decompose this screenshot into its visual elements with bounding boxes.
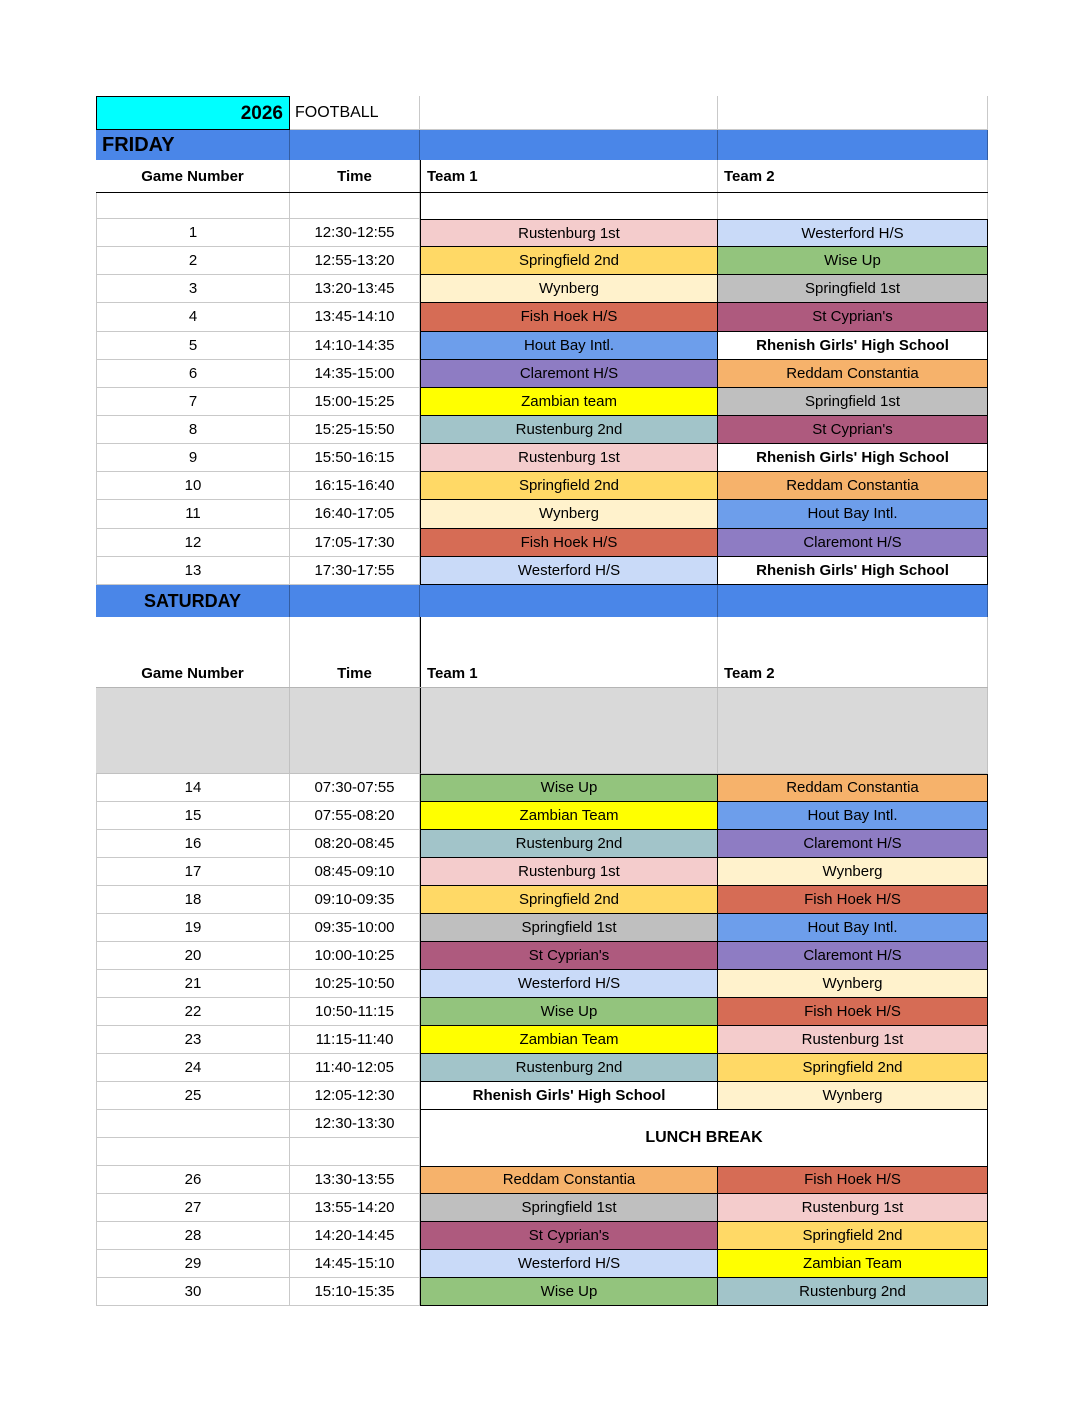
team1-cell: St Cyprian's	[420, 1222, 718, 1250]
game-number-cell: 29	[96, 1250, 290, 1278]
team1-cell: Fish Hoek H/S	[420, 303, 718, 331]
game-number-cell: 5	[96, 332, 290, 360]
team2-cell: Rustenburg 1st	[718, 1026, 988, 1054]
team1-cell: Zambian Team	[420, 1026, 718, 1054]
game-row	[96, 1054, 988, 1082]
game-number-cell: 22	[96, 998, 290, 1026]
title-row	[96, 96, 988, 130]
game-number-cell: 27	[96, 1194, 290, 1222]
game-number-cell: 7	[96, 388, 290, 416]
team1-cell: Springfield 1st	[420, 914, 718, 942]
empty-cell	[96, 1138, 290, 1166]
empty-cell	[96, 193, 290, 219]
team2-cell: Hout Bay Intl.	[718, 914, 988, 942]
empty-cell	[420, 130, 718, 160]
team1-cell: Claremont H/S	[420, 360, 718, 388]
schedule-sheet	[96, 96, 988, 1306]
game-row	[96, 275, 988, 303]
game-row	[96, 886, 988, 914]
time-cell: 17:05-17:30	[290, 529, 420, 557]
column-header-team1: Team 1	[420, 617, 718, 687]
game-row	[96, 416, 988, 444]
team1-cell: Zambian Team	[420, 802, 718, 830]
column-header-game-number: Game Number	[96, 160, 290, 192]
empty-cell	[290, 130, 420, 160]
team1-cell: Fish Hoek H/S	[420, 529, 718, 557]
time-cell: 17:30-17:55	[290, 557, 420, 585]
year-cell: 2026	[96, 96, 290, 130]
team1-cell: Rustenburg 2nd	[420, 416, 718, 444]
gray-spacer-row	[96, 688, 988, 774]
sport-cell: FOOTBALL	[290, 96, 420, 130]
game-number-cell: 11	[96, 500, 290, 528]
empty-cell	[420, 193, 718, 219]
game-row	[96, 500, 988, 528]
saturday-games-after-lunch	[96, 1166, 988, 1306]
saturday-header-row	[96, 617, 988, 688]
column-header-team2: Team 2	[718, 160, 988, 192]
team1-cell: Wynberg	[420, 500, 718, 528]
empty-cell	[290, 688, 420, 774]
team1-cell: Wynberg	[420, 275, 718, 303]
time-cell: 14:20-14:45	[290, 1222, 420, 1250]
empty-cell	[290, 193, 420, 219]
team1-cell: Rhenish Girls' High School	[420, 1082, 718, 1110]
column-header-time: Time	[290, 160, 420, 192]
game-row	[96, 247, 988, 275]
game-row	[96, 472, 988, 500]
empty-cell	[290, 585, 420, 617]
game-row	[96, 444, 988, 472]
time-cell: 14:10-14:35	[290, 332, 420, 360]
team2-cell: Rhenish Girls' High School	[718, 557, 988, 585]
time-cell: 14:35-15:00	[290, 360, 420, 388]
game-number-cell: 21	[96, 970, 290, 998]
game-row	[96, 942, 988, 970]
team2-cell: Fish Hoek H/S	[718, 1166, 988, 1194]
team1-cell: Wise Up	[420, 774, 718, 802]
time-cell: 08:20-08:45	[290, 830, 420, 858]
game-row	[96, 1250, 988, 1278]
game-number-cell: 24	[96, 1054, 290, 1082]
game-number-cell: 9	[96, 444, 290, 472]
game-number-cell: 26	[96, 1166, 290, 1194]
team2-cell: Reddam Constantia	[718, 774, 988, 802]
game-row	[96, 303, 988, 331]
team1-cell: Westerford H/S	[420, 970, 718, 998]
empty-cell	[96, 688, 290, 774]
empty-cell	[718, 96, 988, 130]
game-number-cell: 13	[96, 557, 290, 585]
game-number-cell: 30	[96, 1278, 290, 1306]
game-number-cell: 23	[96, 1026, 290, 1054]
time-cell: 07:55-08:20	[290, 802, 420, 830]
game-number-cell: 8	[96, 416, 290, 444]
team2-cell: Hout Bay Intl.	[718, 802, 988, 830]
game-row	[96, 557, 988, 585]
team2-cell: Springfield 1st	[718, 275, 988, 303]
game-number-cell: 2	[96, 247, 290, 275]
team1-cell: St Cyprian's	[420, 942, 718, 970]
game-row	[96, 219, 988, 247]
saturday-games-before-lunch	[96, 774, 988, 1110]
game-number-cell: 25	[96, 1082, 290, 1110]
time-cell: 09:35-10:00	[290, 914, 420, 942]
time-cell: 15:50-16:15	[290, 444, 420, 472]
lunch-time-column	[290, 1110, 420, 1166]
team1-cell: Wise Up	[420, 1278, 718, 1306]
time-cell: 13:30-13:55	[290, 1166, 420, 1194]
saturday-band	[96, 585, 988, 617]
game-row	[96, 970, 988, 998]
team1-cell: Reddam Constantia	[420, 1166, 718, 1194]
game-number-cell: 10	[96, 472, 290, 500]
team1-cell: Rustenburg 2nd	[420, 830, 718, 858]
column-header-team1: Team 1	[420, 160, 718, 192]
empty-cell	[420, 96, 718, 130]
team2-cell: Claremont H/S	[718, 529, 988, 557]
game-number-cell: 1	[96, 219, 290, 247]
time-cell: 11:15-11:40	[290, 1026, 420, 1054]
team2-cell: Hout Bay Intl.	[718, 500, 988, 528]
game-row	[96, 332, 988, 360]
empty-cell	[420, 585, 718, 617]
game-row	[96, 388, 988, 416]
game-number-cell: 4	[96, 303, 290, 331]
team2-cell: Fish Hoek H/S	[718, 998, 988, 1026]
game-number-cell: 12	[96, 529, 290, 557]
team1-cell: Westerford H/S	[420, 557, 718, 585]
game-row	[96, 858, 988, 886]
team2-cell: Claremont H/S	[718, 942, 988, 970]
lunch-game-number-column	[96, 1110, 290, 1166]
time-cell: 15:00-15:25	[290, 388, 420, 416]
team2-cell: Reddam Constantia	[718, 360, 988, 388]
time-cell: 16:40-17:05	[290, 500, 420, 528]
game-number-cell: 6	[96, 360, 290, 388]
team1-cell: Wise Up	[420, 998, 718, 1026]
lunch-break-cell: LUNCH BREAK	[420, 1110, 988, 1166]
team2-cell: Springfield 2nd	[718, 1222, 988, 1250]
team1-cell: Rustenburg 1st	[420, 858, 718, 886]
friday-games	[96, 219, 988, 585]
empty-cell	[718, 130, 988, 160]
game-number-cell: 15	[96, 802, 290, 830]
time-cell: 08:45-09:10	[290, 858, 420, 886]
team2-cell: Claremont H/S	[718, 830, 988, 858]
game-row	[96, 998, 988, 1026]
empty-cell	[718, 193, 988, 219]
spacer-row	[96, 193, 988, 219]
saturday-label: SATURDAY	[96, 585, 290, 617]
time-cell: 14:45-15:10	[290, 1250, 420, 1278]
game-row	[96, 914, 988, 942]
time-cell: 12:30-12:55	[290, 219, 420, 247]
team1-cell: Rustenburg 2nd	[420, 1054, 718, 1082]
time-cell: 09:10-09:35	[290, 886, 420, 914]
time-cell: 15:10-15:35	[290, 1278, 420, 1306]
lunch-break-block	[96, 1110, 988, 1166]
team2-cell: St Cyprian's	[718, 303, 988, 331]
empty-cell	[718, 688, 988, 774]
time-cell: 10:00-10:25	[290, 942, 420, 970]
time-cell: 13:20-13:45	[290, 275, 420, 303]
team1-cell: Springfield 2nd	[420, 472, 718, 500]
empty-cell	[290, 1138, 420, 1166]
team1-cell: Rustenburg 1st	[420, 444, 718, 472]
time-cell: 12:55-13:20	[290, 247, 420, 275]
team2-cell: Wynberg	[718, 1082, 988, 1110]
team2-cell: Wynberg	[718, 970, 988, 998]
team1-cell: Rustenburg 1st	[420, 219, 718, 247]
empty-cell	[420, 688, 718, 774]
game-row	[96, 1082, 988, 1110]
game-number-cell: 28	[96, 1222, 290, 1250]
game-number-cell: 18	[96, 886, 290, 914]
time-cell: 10:25-10:50	[290, 970, 420, 998]
game-number-cell: 3	[96, 275, 290, 303]
empty-cell	[718, 585, 988, 617]
team1-cell: Springfield 1st	[420, 1194, 718, 1222]
time-cell: 12:05-12:30	[290, 1082, 420, 1110]
team2-cell: Reddam Constantia	[718, 472, 988, 500]
lunch-time-cell: 12:30-13:30	[290, 1110, 420, 1138]
game-number-cell: 17	[96, 858, 290, 886]
team2-cell: Rhenish Girls' High School	[718, 332, 988, 360]
game-number-cell: 14	[96, 774, 290, 802]
column-header-team2: Team 2	[718, 617, 988, 687]
game-row	[96, 360, 988, 388]
time-cell: 11:40-12:05	[290, 1054, 420, 1082]
team2-cell: Rustenburg 2nd	[718, 1278, 988, 1306]
team2-cell: St Cyprian's	[718, 416, 988, 444]
time-cell: 07:30-07:55	[290, 774, 420, 802]
team1-cell: Springfield 2nd	[420, 247, 718, 275]
team2-cell: Westerford H/S	[718, 219, 988, 247]
friday-band	[96, 130, 988, 160]
team2-cell: Wynberg	[718, 858, 988, 886]
column-header-time: Time	[290, 617, 420, 687]
game-row	[96, 1026, 988, 1054]
game-number-cell: 16	[96, 830, 290, 858]
team2-cell: Wise Up	[718, 247, 988, 275]
game-row	[96, 774, 988, 802]
team1-cell: Zambian team	[420, 388, 718, 416]
time-cell: 13:55-14:20	[290, 1194, 420, 1222]
friday-header-row	[96, 160, 988, 193]
game-row	[96, 529, 988, 557]
time-cell: 16:15-16:40	[290, 472, 420, 500]
team1-cell: Westerford H/S	[420, 1250, 718, 1278]
column-header-game-number: Game Number	[96, 617, 290, 687]
game-number-cell: 20	[96, 942, 290, 970]
team2-cell: Rustenburg 1st	[718, 1194, 988, 1222]
team2-cell: Zambian Team	[718, 1250, 988, 1278]
time-cell: 10:50-11:15	[290, 998, 420, 1026]
team1-cell: Springfield 2nd	[420, 886, 718, 914]
team2-cell: Fish Hoek H/S	[718, 886, 988, 914]
game-row	[96, 1222, 988, 1250]
friday-label: FRIDAY	[96, 130, 290, 160]
game-row	[96, 1166, 988, 1194]
game-number-cell: 19	[96, 914, 290, 942]
game-row	[96, 802, 988, 830]
game-row	[96, 830, 988, 858]
team1-cell: Hout Bay Intl.	[420, 332, 718, 360]
game-row	[96, 1194, 988, 1222]
time-cell: 13:45-14:10	[290, 303, 420, 331]
team2-cell: Rhenish Girls' High School	[718, 444, 988, 472]
team2-cell: Springfield 2nd	[718, 1054, 988, 1082]
game-row	[96, 1278, 988, 1306]
team2-cell: Springfield 1st	[718, 388, 988, 416]
empty-cell	[96, 1110, 290, 1138]
time-cell: 15:25-15:50	[290, 416, 420, 444]
